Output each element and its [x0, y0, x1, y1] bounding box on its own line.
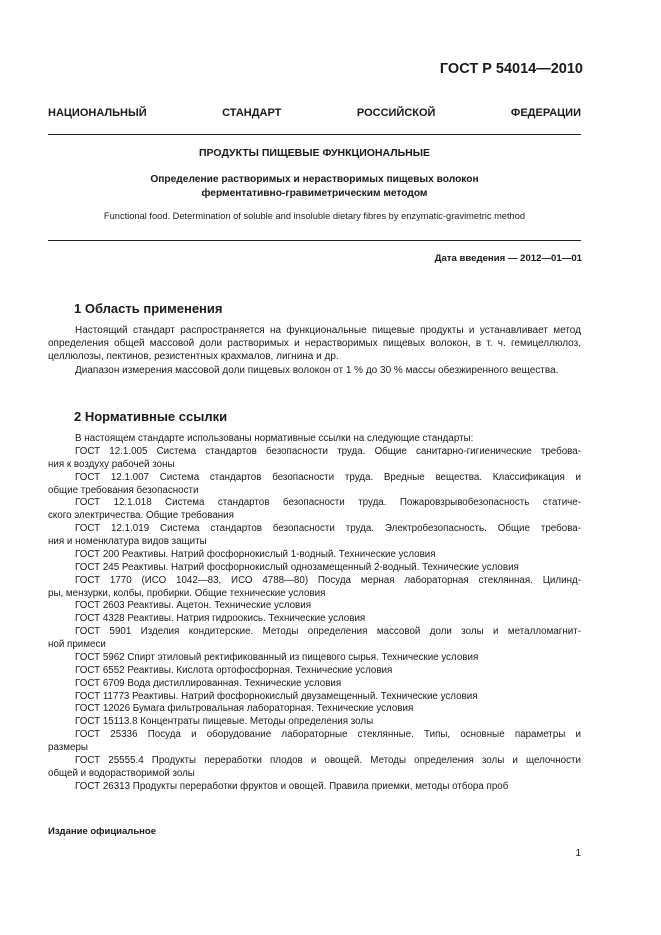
- reference-line: В настоящем стандарте использованы нормативные ссылки на следующие стандарты:: [75, 433, 474, 444]
- section-1-paragraph-1: Настоящий стандарт распространяется на функциональные пищевые продукты и устанавливает метод определения общей массовой доли растворимых и нерастворимых пищевых волокон, в т. ч. гемицеллюлоз, целлюлозы, пектинов, резистентных крахмалов, лигнина и др.: [48, 325, 581, 363]
- reference-line: ГОСТ 5962 Спирт этиловый ректификованный из пищевого сырья. Технические условия: [75, 651, 479, 663]
- national-standard-heading: НАЦИОНАЛЬНЫЙ СТАНДАРТ РОССИЙСКОЙ ФЕДЕРАЦИИ: [48, 107, 581, 119]
- reference-line: размеры: [48, 742, 88, 753]
- reference-line: ГОСТ 12.1.005 Система стандартов безопасности труда. Общие санитарно-гигиенические требова-: [75, 445, 581, 457]
- reference-line: ния и номенклатура видов защиты: [48, 536, 207, 547]
- reference-item: [48, 716, 581, 729]
- reference-line: ГОСТ 12.1.007 Система стандартов безопасности труда. Вредные вещества. Классификация и: [75, 471, 581, 483]
- reference-item: [48, 755, 581, 781]
- standard-subtitle: [48, 173, 581, 201]
- reference-item: [48, 665, 581, 678]
- reference-line: ГОСТ 6709 Вода дистиллированная. Технические условия: [75, 677, 342, 689]
- reference-line: ГОСТ 12.1.018 Система стандартов безопасности труда. Пожаровзрывобезопасность статиче-: [75, 497, 581, 509]
- introduction-date: Дата введения — 2012—01—01: [434, 253, 582, 264]
- reference-line: ГОСТ 4328 Реактивы. Натрия гидроокись. Технические условия: [75, 613, 366, 625]
- official-edition-label: Издание официальное: [48, 826, 156, 837]
- subtitle-line-1: Определение растворимых и нерастворимых пищевых волокон: [150, 174, 479, 185]
- reference-item: [48, 446, 581, 472]
- reference-line: ГОСТ 245 Реактивы. Натрий фосфорнокислый однозамещенный 2-водный. Технические условия: [75, 561, 519, 573]
- reference-item: [48, 613, 581, 626]
- reference-line: ГОСТ 11773 Реактивы. Натрий фосфорнокислый двузамещенный. Технические условия: [75, 690, 478, 702]
- reference-item: [48, 691, 581, 704]
- reference-item: [48, 575, 581, 601]
- reference-item: [48, 549, 581, 562]
- reference-line: ной примеси: [48, 639, 106, 650]
- reference-item: [48, 703, 581, 716]
- gost-number: ГОСТ Р 54014—2010: [439, 61, 583, 77]
- reference-item: [48, 781, 581, 794]
- reference-line: ГОСТ 200 Реактивы. Натрий фосфорнокислый 1-водный. Технические условия: [75, 548, 436, 560]
- reference-line: ГОСТ 6552 Реактивы. Кислота ортофосфорная. Технические условия: [75, 664, 393, 676]
- reference-item: [48, 523, 581, 549]
- reference-line: ГОСТ 12.1.019 Система стандартов безопасности труда. Электробезопасность. Общие требова-: [75, 523, 581, 535]
- reference-line: общие требования безопасности: [48, 484, 199, 496]
- reference-item: [48, 600, 581, 613]
- reference-line: ГОСТ 1770 (ИСО 1042—83, ИСО 4788—80) Посуда мерная лабораторная стеклянная. Цилинд-: [75, 574, 581, 586]
- reference-line: ГОСТ 2603 Реактивы. Ацетон. Технические условия: [75, 600, 312, 612]
- reference-item: [48, 472, 581, 498]
- reference-item: [48, 729, 581, 755]
- reference-line: ГОСТ 5901 Изделия кондитерские. Методы определения массовой доли золы и металломагнит-: [75, 626, 581, 638]
- page-number: 1: [575, 848, 581, 859]
- reference-item: [48, 678, 581, 691]
- reference-line: ского электричества. Общие требования: [48, 510, 234, 522]
- section-2-heading: 2 Нормативные ссылки: [74, 409, 228, 424]
- reference-line: общей и водорастворимой золы: [48, 767, 195, 779]
- reference-line: ния к воздуху рабочей зоны: [48, 458, 175, 470]
- reference-line: ГОСТ 12026 Бумага фильтровальная лабораторная. Технические условия: [75, 703, 414, 715]
- reference-item: [48, 562, 581, 575]
- reference-line: ГОСТ 25555.4 Продукты переработки плодов и овощей. Методы определения золы и щелочности: [75, 754, 581, 766]
- subtitle-line-2: ферментативно-гравиметрическим методом: [201, 188, 428, 199]
- normative-references-list: [48, 433, 581, 794]
- english-title: Functional food. Determination of soluble and insoluble dietary fibres by enzymatic-gravimetric method: [103, 211, 526, 221]
- reference-line: ры, мензурки, колбы, пробирки. Общие технические условия: [48, 587, 326, 599]
- standard-title: ПРОДУКТЫ ПИЩЕВЫЕ ФУНКЦИОНАЛЬНЫЕ: [199, 147, 430, 159]
- reference-item: [48, 626, 581, 652]
- section-1-paragraph-2: Диапазон измерения массовой доли пищевых волокон от 1 % до 30 % массы обезжиренного вещества.: [75, 365, 559, 376]
- section-1-heading: 1 Область применения: [74, 301, 223, 316]
- title-divider: [48, 240, 581, 241]
- references-intro: [48, 433, 581, 446]
- reference-line: ГОСТ 15113.8 Концентраты пищевые. Методы определения золы: [75, 716, 374, 728]
- top-divider: [48, 134, 581, 135]
- reference-line: ГОСТ 25336 Посуда и оборудование лабораторные стеклянные. Типы, основные параметры и: [75, 729, 581, 741]
- reference-item: [48, 497, 581, 523]
- reference-item: [48, 652, 581, 665]
- reference-line: ГОСТ 26313 Продукты переработки фруктов и овощей. Правила приемки, методы отбора проб: [75, 780, 509, 792]
